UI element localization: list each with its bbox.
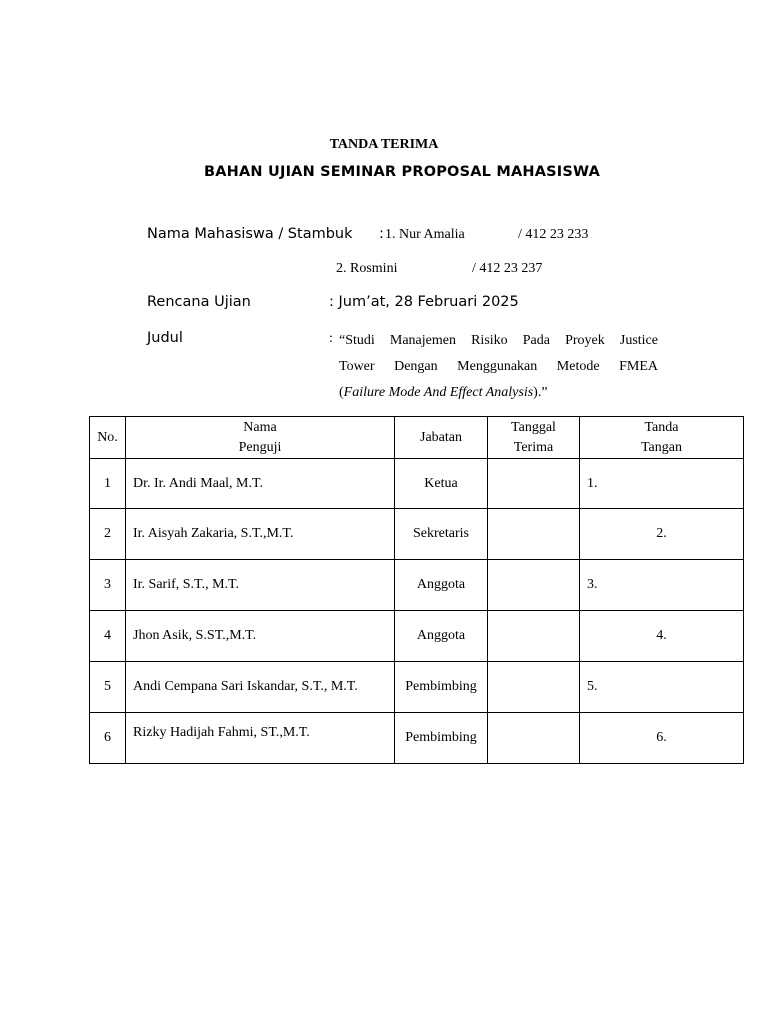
row-signature[interactable]: 6. bbox=[580, 713, 744, 764]
row-no: 1 bbox=[90, 459, 126, 509]
row-nama: Jhon Asik, S.ST.,M.T. bbox=[126, 611, 395, 662]
row-nama: Dr. Ir. Andi Maal, M.T. bbox=[126, 459, 395, 509]
header-nama-line-2: Penguji bbox=[238, 439, 282, 455]
document-subtitle: BAHAN UJIAN SEMINAR PROPOSAL MAHASISWA bbox=[203, 164, 600, 180]
header-jabatan: Jabatan bbox=[395, 417, 488, 459]
table-row bbox=[90, 713, 744, 764]
row-jabatan: Anggota bbox=[395, 560, 488, 611]
student-1-name: 1. Nur Amalia bbox=[385, 227, 465, 242]
header-tanda-line-2: Tangan bbox=[640, 439, 682, 455]
judul-separator: : bbox=[329, 331, 333, 346]
table-row bbox=[90, 662, 744, 713]
row-jabatan: Ketua bbox=[395, 459, 488, 509]
row-signature[interactable]: 1. bbox=[580, 459, 744, 509]
rencana-label: Rencana Ujian bbox=[147, 294, 251, 310]
judul-line-1: “Studi Manajemen Risiko Pada Proyek Justice bbox=[339, 333, 658, 348]
row-tanggal[interactable] bbox=[488, 509, 580, 560]
mahasiswa-separator: : bbox=[379, 226, 384, 242]
judul-text bbox=[339, 328, 658, 406]
header-nama bbox=[126, 417, 395, 459]
row-jabatan: Pembimbing bbox=[395, 662, 488, 713]
row-signature[interactable]: 5. bbox=[580, 662, 744, 713]
judul-line-3 bbox=[339, 380, 658, 406]
judul-paren-open: ( bbox=[339, 385, 344, 400]
table-row bbox=[90, 459, 744, 509]
row-nama: Ir. Sarif, S.T., M.T. bbox=[126, 560, 395, 611]
row-no: 6 bbox=[90, 713, 126, 764]
row-signature[interactable]: 2. bbox=[580, 509, 744, 560]
header-no: No. bbox=[90, 417, 126, 459]
header-tanggal-line-1: Tanggal bbox=[511, 419, 556, 435]
header-tanggal bbox=[488, 417, 580, 459]
student-2-id: / 412 23 237 bbox=[472, 261, 543, 276]
table-header-row bbox=[90, 417, 744, 459]
student-2-name: 2. Rosmini bbox=[336, 261, 398, 276]
row-no: 5 bbox=[90, 662, 126, 713]
row-jabatan: Anggota bbox=[395, 611, 488, 662]
row-no: 3 bbox=[90, 560, 126, 611]
row-nama: Rizky Hadijah Fahmi, ST.,M.T. bbox=[126, 713, 395, 764]
row-no: 4 bbox=[90, 611, 126, 662]
header-tanda-line-1: Tanda bbox=[644, 419, 679, 435]
judul-paren-close: ).” bbox=[533, 385, 548, 400]
row-tanggal[interactable] bbox=[488, 713, 580, 764]
row-tanggal[interactable] bbox=[488, 662, 580, 713]
header-nama-line-1: Nama bbox=[243, 419, 277, 435]
judul-line-2: Tower Dengan Menggunakan Metode FMEA bbox=[339, 359, 658, 374]
row-nama: Andi Cempana Sari Iskandar, S.T., M.T. bbox=[126, 662, 395, 713]
row-jabatan: Sekretaris bbox=[395, 509, 488, 560]
judul-italic: Failure Mode And Effect Analysis bbox=[343, 385, 534, 400]
judul-label: Judul bbox=[147, 330, 183, 346]
row-signature[interactable]: 3. bbox=[580, 560, 744, 611]
row-tanggal[interactable] bbox=[488, 611, 580, 662]
row-tanggal[interactable] bbox=[488, 560, 580, 611]
row-tanggal[interactable] bbox=[488, 459, 580, 509]
header-tanda bbox=[580, 417, 744, 459]
penguji-table bbox=[89, 416, 744, 764]
document-title: TANDA TERIMA bbox=[329, 137, 439, 152]
header-tanggal-line-2: Terima bbox=[513, 439, 554, 455]
row-nama: Ir. Aisyah Zakaria, S.T.,M.T. bbox=[126, 509, 395, 560]
mahasiswa-label: Nama Mahasiswa / Stambuk bbox=[147, 226, 353, 242]
table-row bbox=[90, 560, 744, 611]
row-signature[interactable]: 4. bbox=[580, 611, 744, 662]
row-jabatan: Pembimbing bbox=[395, 713, 488, 764]
student-1-id: / 412 23 233 bbox=[518, 227, 589, 242]
table-row bbox=[90, 611, 744, 662]
rencana-value: : Jum’at, 28 Februari 2025 bbox=[329, 294, 519, 310]
row-no: 2 bbox=[90, 509, 126, 560]
table-row bbox=[90, 509, 744, 560]
